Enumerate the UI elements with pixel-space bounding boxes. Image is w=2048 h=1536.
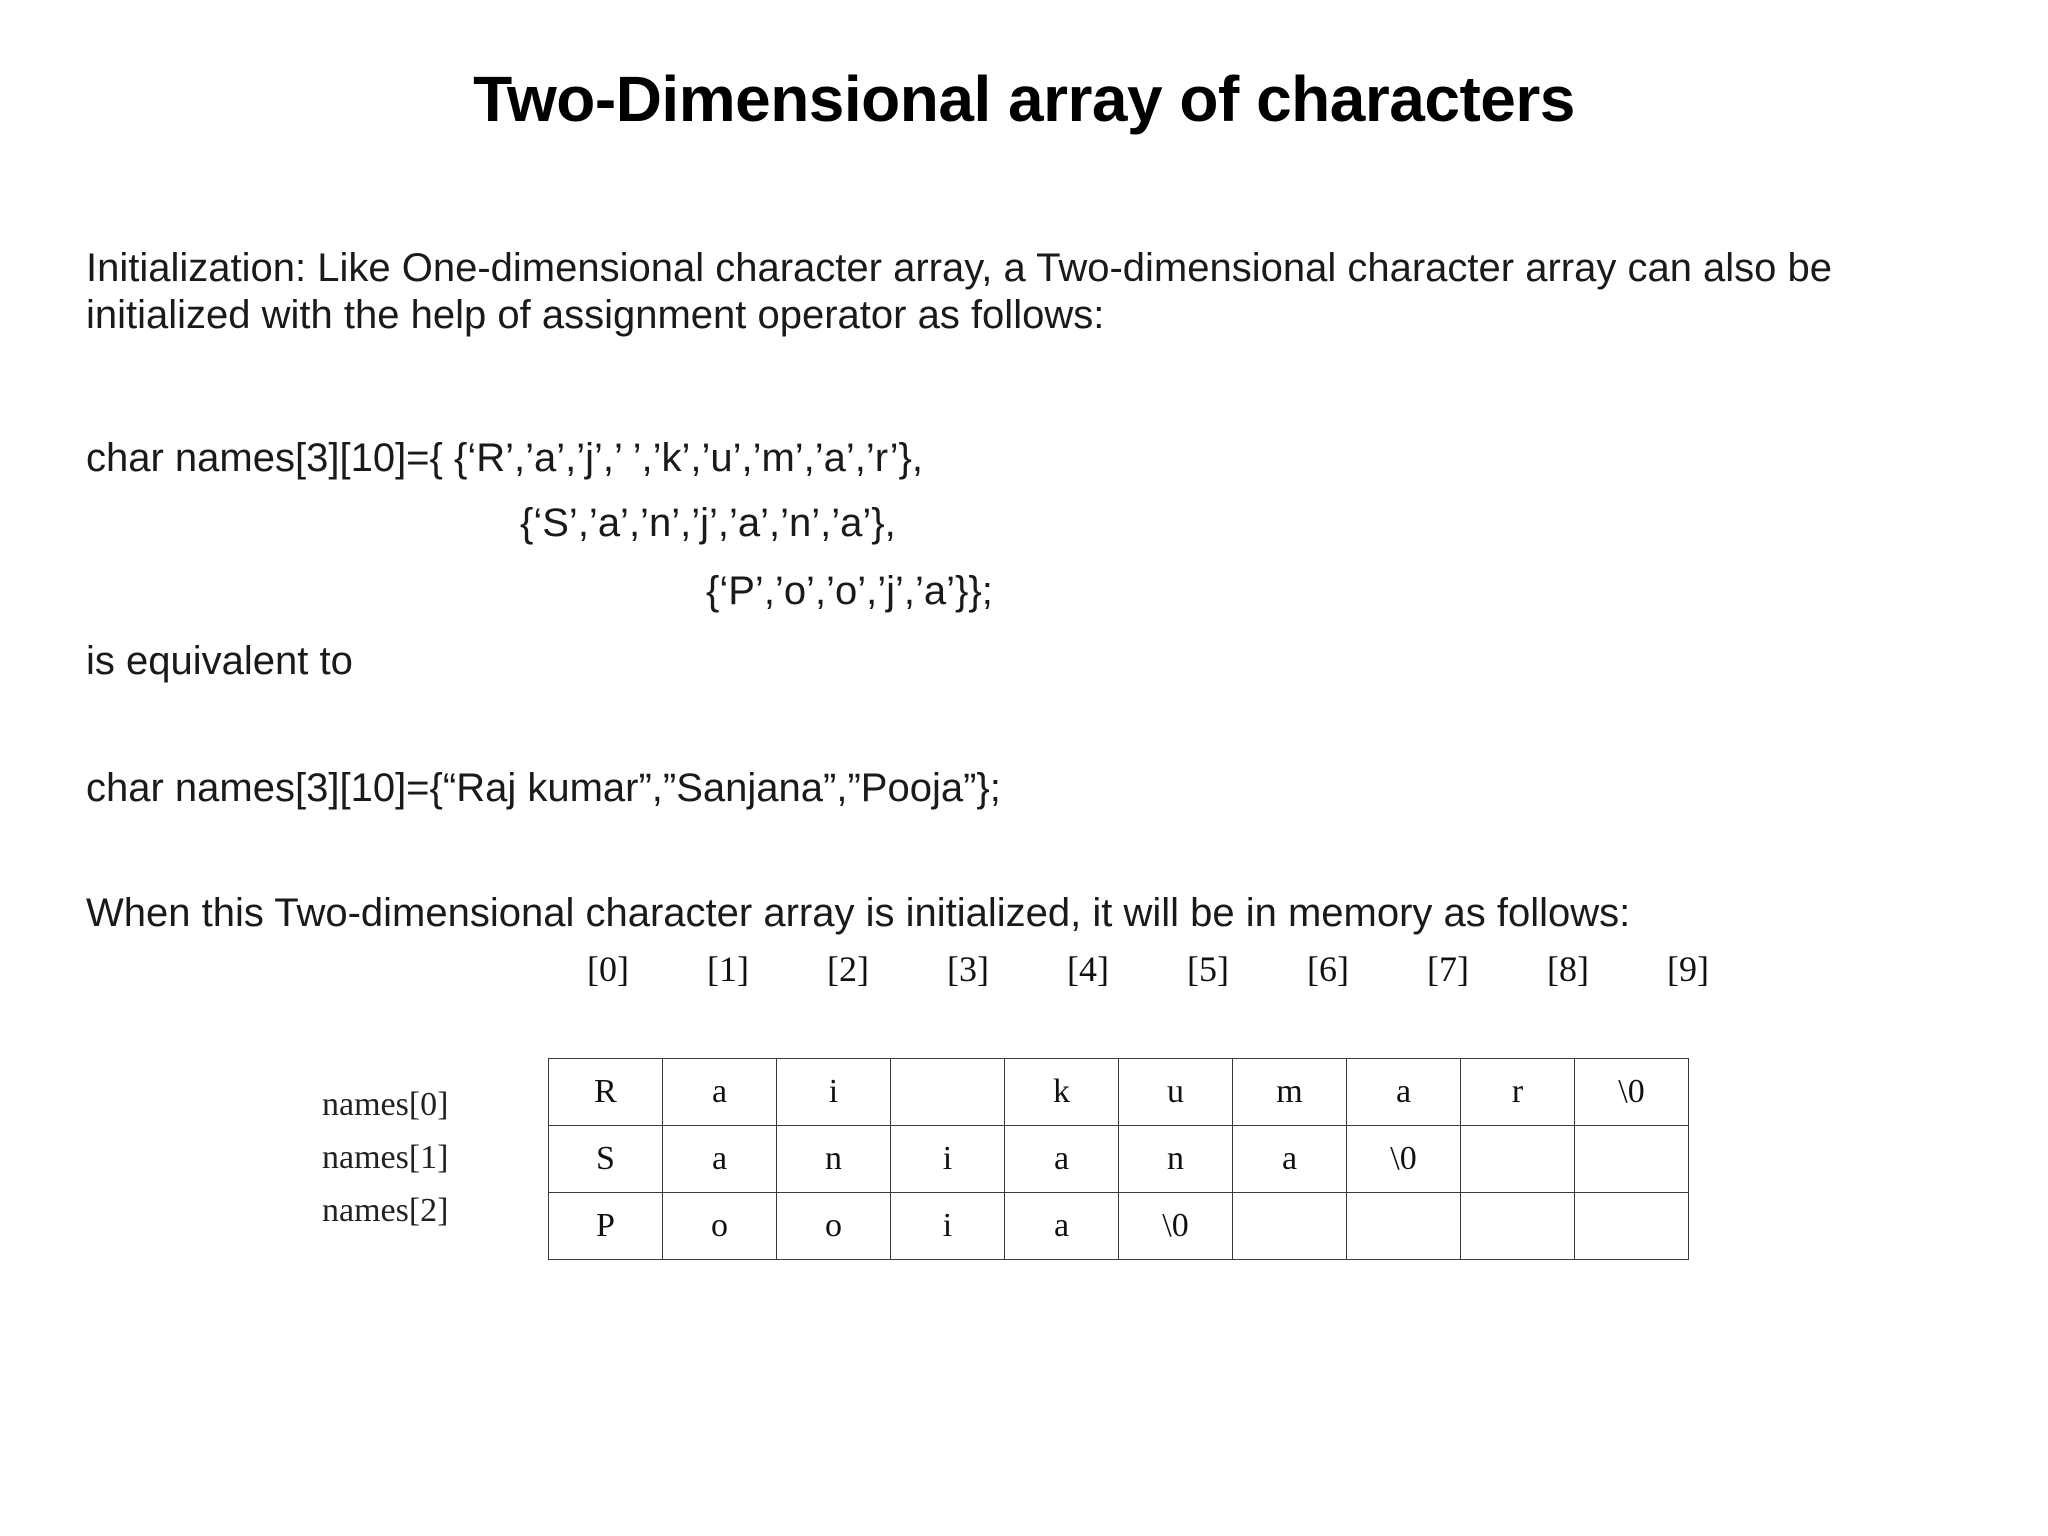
column-index: [9] xyxy=(1667,949,1709,989)
table-cell: \0 xyxy=(1347,1126,1461,1193)
column-index: [5] xyxy=(1187,949,1229,989)
row-label: names[0] xyxy=(322,1086,449,1123)
table-cell: i xyxy=(891,1126,1005,1193)
table-cell: a xyxy=(663,1059,777,1126)
table-cell: o xyxy=(777,1193,891,1260)
table-cell: a xyxy=(663,1126,777,1193)
table-cell: S xyxy=(549,1126,663,1193)
table-cell: P xyxy=(549,1193,663,1260)
table-cell xyxy=(1575,1126,1689,1193)
table-cell: R xyxy=(549,1059,663,1126)
table-row xyxy=(549,1126,1689,1193)
table-cell xyxy=(1347,1193,1461,1260)
column-index: [3] xyxy=(947,949,989,989)
table-cell: o xyxy=(663,1193,777,1260)
table-cell: u xyxy=(1119,1059,1233,1126)
table-cell: a xyxy=(1005,1126,1119,1193)
memory-table xyxy=(548,1058,1689,1260)
table-cell xyxy=(1461,1193,1575,1260)
table-row xyxy=(549,1059,1689,1126)
code-line-2: {‘S’,’a’,’n’,’j’,’a’,’n’,’a’}, xyxy=(520,501,896,545)
row-label: names[2] xyxy=(322,1192,449,1229)
column-index: [1] xyxy=(707,949,749,989)
table-cell: a xyxy=(1347,1059,1461,1126)
intro-paragraph: Initialization: Like One-dimensional character array, a Two-dimensional character array can also be initialized with the help of assignment operator as follows: xyxy=(86,246,1844,338)
table-cell xyxy=(891,1059,1005,1126)
table-cell: a xyxy=(1233,1126,1347,1193)
table-cell: \0 xyxy=(1575,1059,1689,1126)
table-cell xyxy=(1575,1193,1689,1260)
table-cell: a xyxy=(1005,1193,1119,1260)
table-cell: i xyxy=(777,1059,891,1126)
column-index-header xyxy=(548,948,1748,990)
column-index: [4] xyxy=(1067,949,1109,989)
code-line-4: char names[3][10]={“Raj kumar”,”Sanjana”,”Pooja”}; xyxy=(86,766,1001,810)
equivalent-paragraph: is equivalent to xyxy=(86,639,353,683)
column-index: [8] xyxy=(1547,949,1589,989)
table-cell: k xyxy=(1005,1059,1119,1126)
table-cell: m xyxy=(1233,1059,1347,1126)
table-cell: n xyxy=(1119,1126,1233,1193)
column-index: [2] xyxy=(827,949,869,989)
page-title: Two-Dimensional array of characters xyxy=(473,63,1575,135)
code-line-1: char names[3][10]={ {‘R’,’a’,’j’,’ ’,’k’,’u’,’m’,’a’,’r’}, xyxy=(86,436,923,480)
row-label: names[1] xyxy=(322,1139,449,1176)
code-line-3: {‘P’,’o’,’o’,’j’,’a’}}; xyxy=(706,569,993,613)
memory-paragraph: When this Two-dimensional character array is initialized, it will be in memory as follows: xyxy=(86,891,1631,935)
column-index: [6] xyxy=(1307,949,1349,989)
table-cell: i xyxy=(891,1193,1005,1260)
table-row xyxy=(549,1193,1689,1260)
column-index: [7] xyxy=(1427,949,1469,989)
table-cell xyxy=(1233,1193,1347,1260)
row-label-group xyxy=(322,1078,449,1237)
table-cell xyxy=(1461,1126,1575,1193)
table-cell: r xyxy=(1461,1059,1575,1126)
table-cell: \0 xyxy=(1119,1193,1233,1260)
table-cell: n xyxy=(777,1126,891,1193)
column-index: [0] xyxy=(587,949,629,989)
